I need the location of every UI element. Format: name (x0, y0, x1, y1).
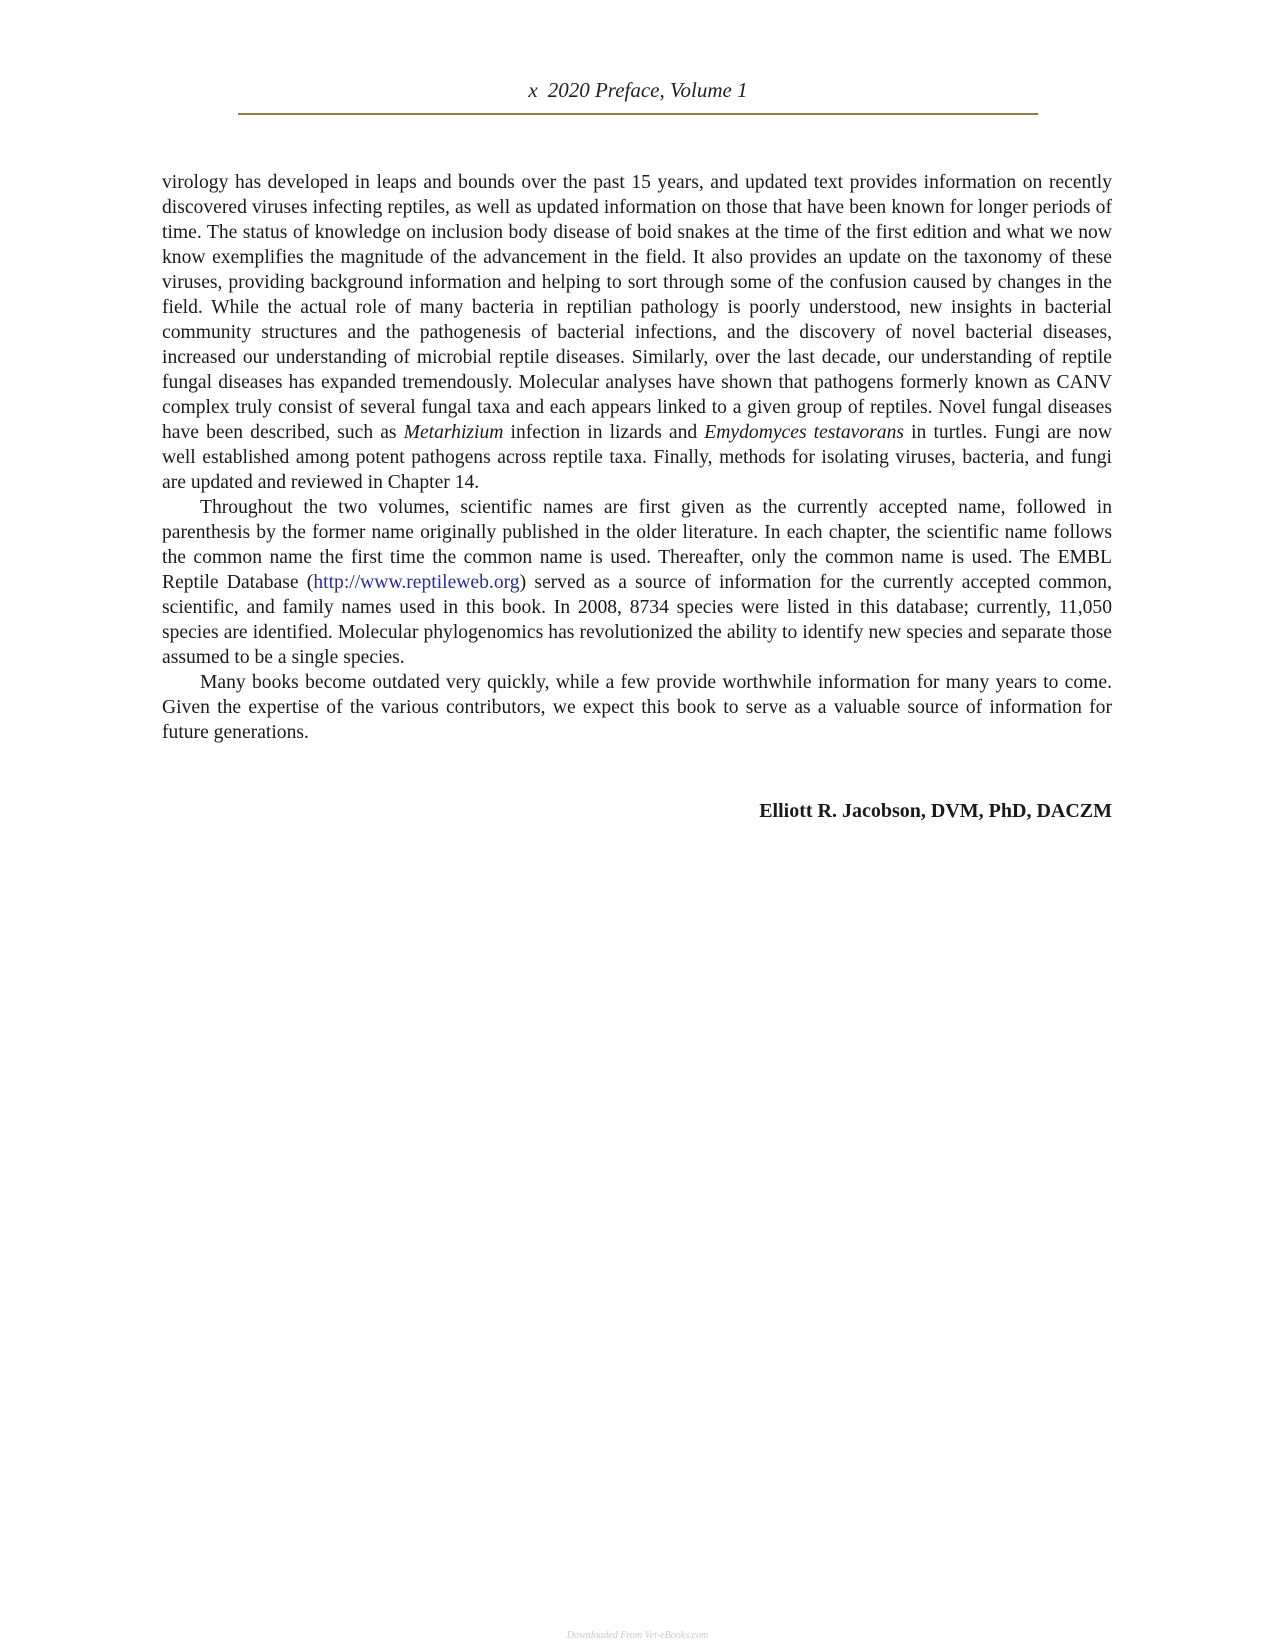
paragraph-2-text-a: Throughout the two volumes, scientific names are first given as the currently accepted name, followed in parenthesis by the former name originally published in the older literature. In each chapter, the scientific name follows the common name the first time the common name is used. Thereafter, only the common name is used. The EMBL Reptile Database ( (162, 497, 1112, 593)
paragraph-3 (162, 670, 1112, 745)
header-rule (238, 113, 1038, 115)
paragraph-2-text-b: ) served as a source of information for the currently accepted common, scientific, and family names used in this book. In 2008, 8734 species were listed in this database; currently, 11,050 species are identified. Molecular phylogenomics has revolutionized the ability to identify new species and separate those assumed to be a single species. (162, 572, 1112, 668)
page-number: x (528, 78, 538, 102)
paragraph-2 (162, 495, 1112, 670)
paragraph-1-text-b: infection in lizards and (503, 422, 705, 443)
taxon-emydomyces: Emydomyces testavorans (704, 422, 905, 443)
running-head-title: 2020 Preface, Volume 1 (547, 78, 748, 102)
footer-watermark: Downloaded From Vet-eBooks.com (566, 1630, 709, 1641)
body-text (162, 170, 1112, 745)
author-signature: Elliott R. Jacobson, DVM, PhD, DACZM (759, 800, 1112, 822)
paragraph-1-text-a: virology has developed in leaps and bounds over the past 15 years, and updated text provides information on recently discovered viruses infecting reptiles, as well as updated information on those that have been known for longer periods of time. The status of knowledge on inclusion body disease of boid snakes at the time of the first edition and what we now know exemplifies the magnitude of the advancement in the field. It also provides an update on the taxonomy of these viruses, providing background information and helping to sort through some of the confusion caused by changes in the field. While the actual role of many bacteria in reptilian pathology is poorly understood, new insights in bacterial community structures and the pathogenesis of bacterial infections, and the discovery of novel bacterial diseases, increased our understanding of microbial reptile diseases. Similarly, over the last decade, our understanding of reptile fungal diseases has expanded tremendously. Molecular analyses have shown that pathogens formerly known as CANV complex truly consist of several fungal taxa and each appears linked to a given group of reptiles. Novel fungal diseases have been described, such as (162, 172, 1112, 443)
paragraph-1-text-c: in turtles. Fungi are now well established among potent pathogens across reptile taxa. Finally, methods for isolating viruses, bacteria, and fungi are updated and reviewed in Chapter 14. (162, 422, 1112, 493)
running-head (238, 78, 1038, 103)
paragraph-1 (162, 170, 1112, 495)
reptile-database-link[interactable]: http://www.reptileweb.org (313, 572, 520, 593)
taxon-metarhizium: Metarhizium (403, 422, 504, 443)
paragraph-3-text: Many books become outdated very quickly, while a few provide worthwhile information for many years to come. Given the expertise of the various contributors, we expect this book to serve as a valuable source of information for future generations. (162, 672, 1112, 743)
